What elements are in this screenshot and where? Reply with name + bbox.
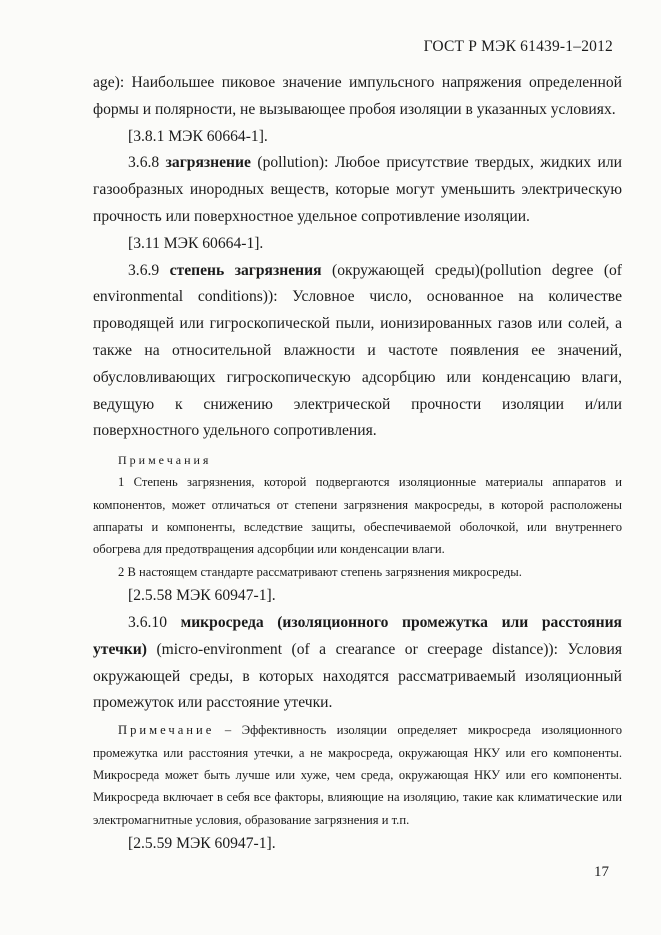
definition-text: (окружающей среды)(pollution degree (of environmental conditions)): Условное число, основанное на количестве проводящей или гигроскопической пыли, ионизированных газов или солей, а также на относительной влажности и частоте появления ее значений, обусловливающих гигроскопическую адсорбцию или конденсацию влаги, ведущую к снижению электрической прочности изоляции и/или поверхностного удельного сопротивления. bbox=[93, 261, 622, 440]
note-1: 1 Степень загрязнения, которой подвергаются изоляционные материалы аппаратов и компонентов, может отличаться от степени загрязнения макросреды, в которой расположены аппараты и компоненты, вследствие защиты, обеспечиваемой оболочкой, или внутреннего обогрева для предотвращения адсорбции или конденсации влаги. bbox=[93, 475, 622, 557]
paragraph-continuation: age): Наибольшее пиковое значение импульсного напряжения определенной формы и полярности, не вызывающее пробоя изоляции в указанных условиях. bbox=[93, 74, 622, 118]
page-content bbox=[93, 70, 622, 858]
clause-number: 3.6.9 bbox=[128, 261, 160, 279]
reference-3-11: [3.11 МЭК 60664-1]. bbox=[128, 234, 264, 252]
clause-number: 3.6.10 bbox=[128, 613, 167, 631]
term-pollution-degree: степень загрязнения bbox=[169, 261, 322, 279]
note-text: – Эффективность изоляции определяет микросреда изоляционного промежутка или расстояния утечки, а не макросреда, окружающая НКУ или его компоненты. Микросреда может быть лучше или хуже, чем среда, окружающая НКУ или его компоненты. Микросреда включает в себя все факторы, влияющие на изоляцию, такие как климатические или электромагнитные условия, образование загрязнения и т.п. bbox=[93, 723, 622, 827]
note-micro-environment bbox=[93, 719, 622, 831]
definition-text: (pollution): Любое присутствие твердых, жидких или газообразных инородных веществ, которые могут уменьшить электрическую прочность или поверхностное удельное сопротивление изоляции. bbox=[93, 154, 622, 225]
notes-heading: Примечания bbox=[118, 453, 212, 468]
note-2: 2 В настоящем стандарте рассматривают степень загрязнения микросреды. bbox=[118, 564, 522, 579]
definition-3-6-9 bbox=[93, 258, 622, 446]
document-header: ГОСТ Р МЭК 61439-1–2012 bbox=[423, 38, 613, 55]
reference-2-5-59: [2.5.59 МЭК 60947-1]. bbox=[128, 835, 276, 853]
page-number: 17 bbox=[594, 864, 609, 880]
definition-3-6-8 bbox=[93, 150, 622, 230]
note-label: Примечание bbox=[118, 723, 215, 738]
term-pollution: загрязнение bbox=[165, 154, 251, 172]
reference-2-5-58: [2.5.58 МЭК 60947-1]. bbox=[128, 587, 276, 605]
reference-3-8-1: [3.8.1 МЭК 60664-1]. bbox=[128, 127, 268, 145]
term-micro-environment: микросреда (изоляционного промежутка или расстояния утечки) bbox=[93, 613, 622, 658]
definition-3-6-10 bbox=[93, 610, 622, 717]
clause-number: 3.6.8 bbox=[128, 154, 160, 172]
definition-text: (micro-environment (of a crearance or creepage distance)): Условия окружающей среды, в которых находятся рассматриваемый изоляционный промежуток или расстояние утечки. bbox=[93, 640, 622, 712]
